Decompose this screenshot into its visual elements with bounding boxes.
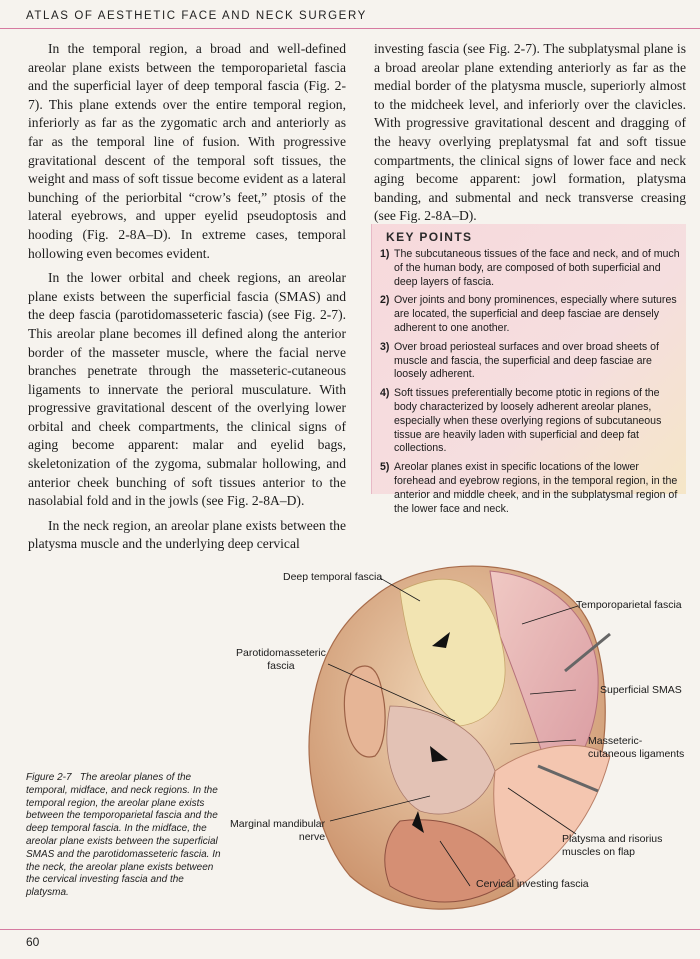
key-point-item bbox=[380, 387, 680, 456]
label-platysma-risorius bbox=[562, 833, 662, 858]
label-marginal-line2: nerve bbox=[298, 830, 326, 843]
key-points-box bbox=[371, 224, 686, 515]
footer-rule bbox=[0, 929, 700, 930]
key-points-title: KEY POINTS bbox=[386, 230, 473, 244]
label-masseteric-line1: Masseteric- bbox=[588, 735, 643, 747]
key-point-number: 4) bbox=[380, 387, 390, 400]
smas-flap bbox=[494, 745, 610, 886]
key-point-text: Soft tissues preferentially become ptotic in regions of the body characterized by loosely adherent areolar planes, especially when these overlying regions of subcutaneous tissue are heavily laden with superficial and deep fat collections. bbox=[394, 387, 662, 455]
paragraph-subplatysmal: investing fascia (see Fig. 2-7). The subplatysmal plane is a broad areolar plane extending anteriorly as far as the medial border of the platysma muscle, superiorly almost to the midcheek level, and inferiorly over the clavicles. With progressive gravitational descent and dragging of the heavy overlying preplatysmal fat and soft tissue compartments, the clinical signs of lower face and neck aging become apparent: jowl formation, platysma banding, and submental and neck transverse creasing (see Fig. 2-8A–D). bbox=[374, 41, 686, 224]
label-marginal-line1: Marginal mandibular bbox=[230, 818, 326, 830]
label-parotido-line1: Parotidomasseteric bbox=[236, 647, 326, 659]
key-point-number: 2) bbox=[380, 294, 390, 307]
figure-caption bbox=[26, 772, 221, 900]
caption-text: The areolar planes of the temporal, midface, and neck regions. In the temporal region, the areolar plane exists between the temporoparietal fascia and the deep temporal fascia. In the midface, the areolar plane exists between the superficial SMAS and the parotidomasseteric fascia. In the neck, the areolar plane exists between the cervical investing fascia and the platysma. bbox=[26, 772, 221, 899]
caption-figure-number: Figure 2-7 bbox=[26, 772, 72, 783]
label-marginal-mandibular bbox=[230, 818, 325, 843]
key-points-list bbox=[380, 248, 680, 521]
label-parotidomasseteric bbox=[236, 647, 326, 672]
key-point-item bbox=[380, 341, 680, 382]
key-point-number: 1) bbox=[380, 248, 390, 260]
key-point-text: Over broad periosteal surfaces and over broad sheets of muscle and fascia, the superficial and deep fasciae are loosely adherent. bbox=[394, 340, 659, 381]
key-point-number: 5) bbox=[380, 461, 390, 474]
key-point-item bbox=[380, 461, 680, 516]
page-number: 60 bbox=[26, 935, 40, 949]
key-point-text: The subcutaneous tissues of the face and neck, and of much of the human body, are composed of both superficial and deep layers of fascia. bbox=[394, 248, 680, 288]
label-masseteric-line2: cutaneous ligaments bbox=[588, 747, 685, 760]
paragraph-cheek: In the lower orbital and cheek regions, an areolar plane exists between the superficial fascia (SMAS) and the deep fascia (parotidomasseteric fascia) (see Fig. 2-7). This areolar plane becomes ill defined along the anterior border of the masseter muscle, where the facial nerve branches penetrate through the masseteric-cutaneous ligaments to innervate the perioral musculature. With progressive gravitational descent of the overlying lower orbital and cheek compartments, the clinical signs of aging become apparent: malar and eyelid bags, skeletonization of the zygoma, submalar hollowing, and anterior cheek bunching of soft tissues anterior to the nasolabial fold and in the jowls (see Fig. 2-8A–D). bbox=[28, 270, 346, 509]
key-point-number: 3) bbox=[380, 340, 390, 353]
key-point-item bbox=[380, 248, 680, 289]
key-point-text: Over joints and bony prominences, especially where sutures are located, the superficial and deep fasciae are densely adherent to one another. bbox=[394, 294, 677, 334]
key-point-text: Areolar planes exist in specific locations of the lower forehead and eyebrow regions, in the temporal region, in the anterior and middle cheek, and in the subplatysmal region of the lower face and neck. bbox=[394, 461, 678, 515]
label-platysma-line1: Platysma and risorius bbox=[562, 833, 663, 845]
label-masseteric-cutaneous bbox=[588, 735, 684, 760]
label-cervical-investing: Cervical investing fascia bbox=[476, 878, 589, 890]
paragraph-temporal: In the temporal region, a broad and well-defined areolar plane exists between the temporoparietal fascia and the superficial layer of deep temporal fascia (Fig. 2-7). This plane extends over the entire temporal region, inferiorly as far as the zygomatic arch and anteriorly as far as the temporal line of fusion. With progressive gravitational descent of the temporal soft tissues, the weight and mass of soft tissue become evident as a lateral bunching of the periorbital “crow’s feet,” ptosis of the lateral eyebrows, and upper eyelid pseudoptosis and hooding (Fig. 2-8A–D). In extreme cases, temporal hollowing even becomes evident. bbox=[28, 41, 346, 261]
label-deep-temporal-fascia: Deep temporal fascia bbox=[283, 571, 383, 583]
header-rule bbox=[0, 28, 700, 29]
label-temporoparietal-fascia: Temporoparietal fascia bbox=[576, 599, 682, 611]
label-superficial-smas: Superficial SMAS bbox=[600, 684, 682, 696]
label-parotido-line2: fascia bbox=[267, 659, 295, 672]
paragraph-neck: In the neck region, an areolar plane exists between the platysma muscle and the underlying deep cervical bbox=[28, 517, 346, 552]
label-platysma-line2: muscles on flap bbox=[562, 845, 635, 858]
right-column bbox=[374, 40, 686, 232]
left-column bbox=[28, 40, 346, 560]
key-point-item bbox=[380, 294, 680, 335]
running-header: ATLAS OF AESTHETIC FACE AND NECK SURGERY bbox=[26, 10, 367, 22]
